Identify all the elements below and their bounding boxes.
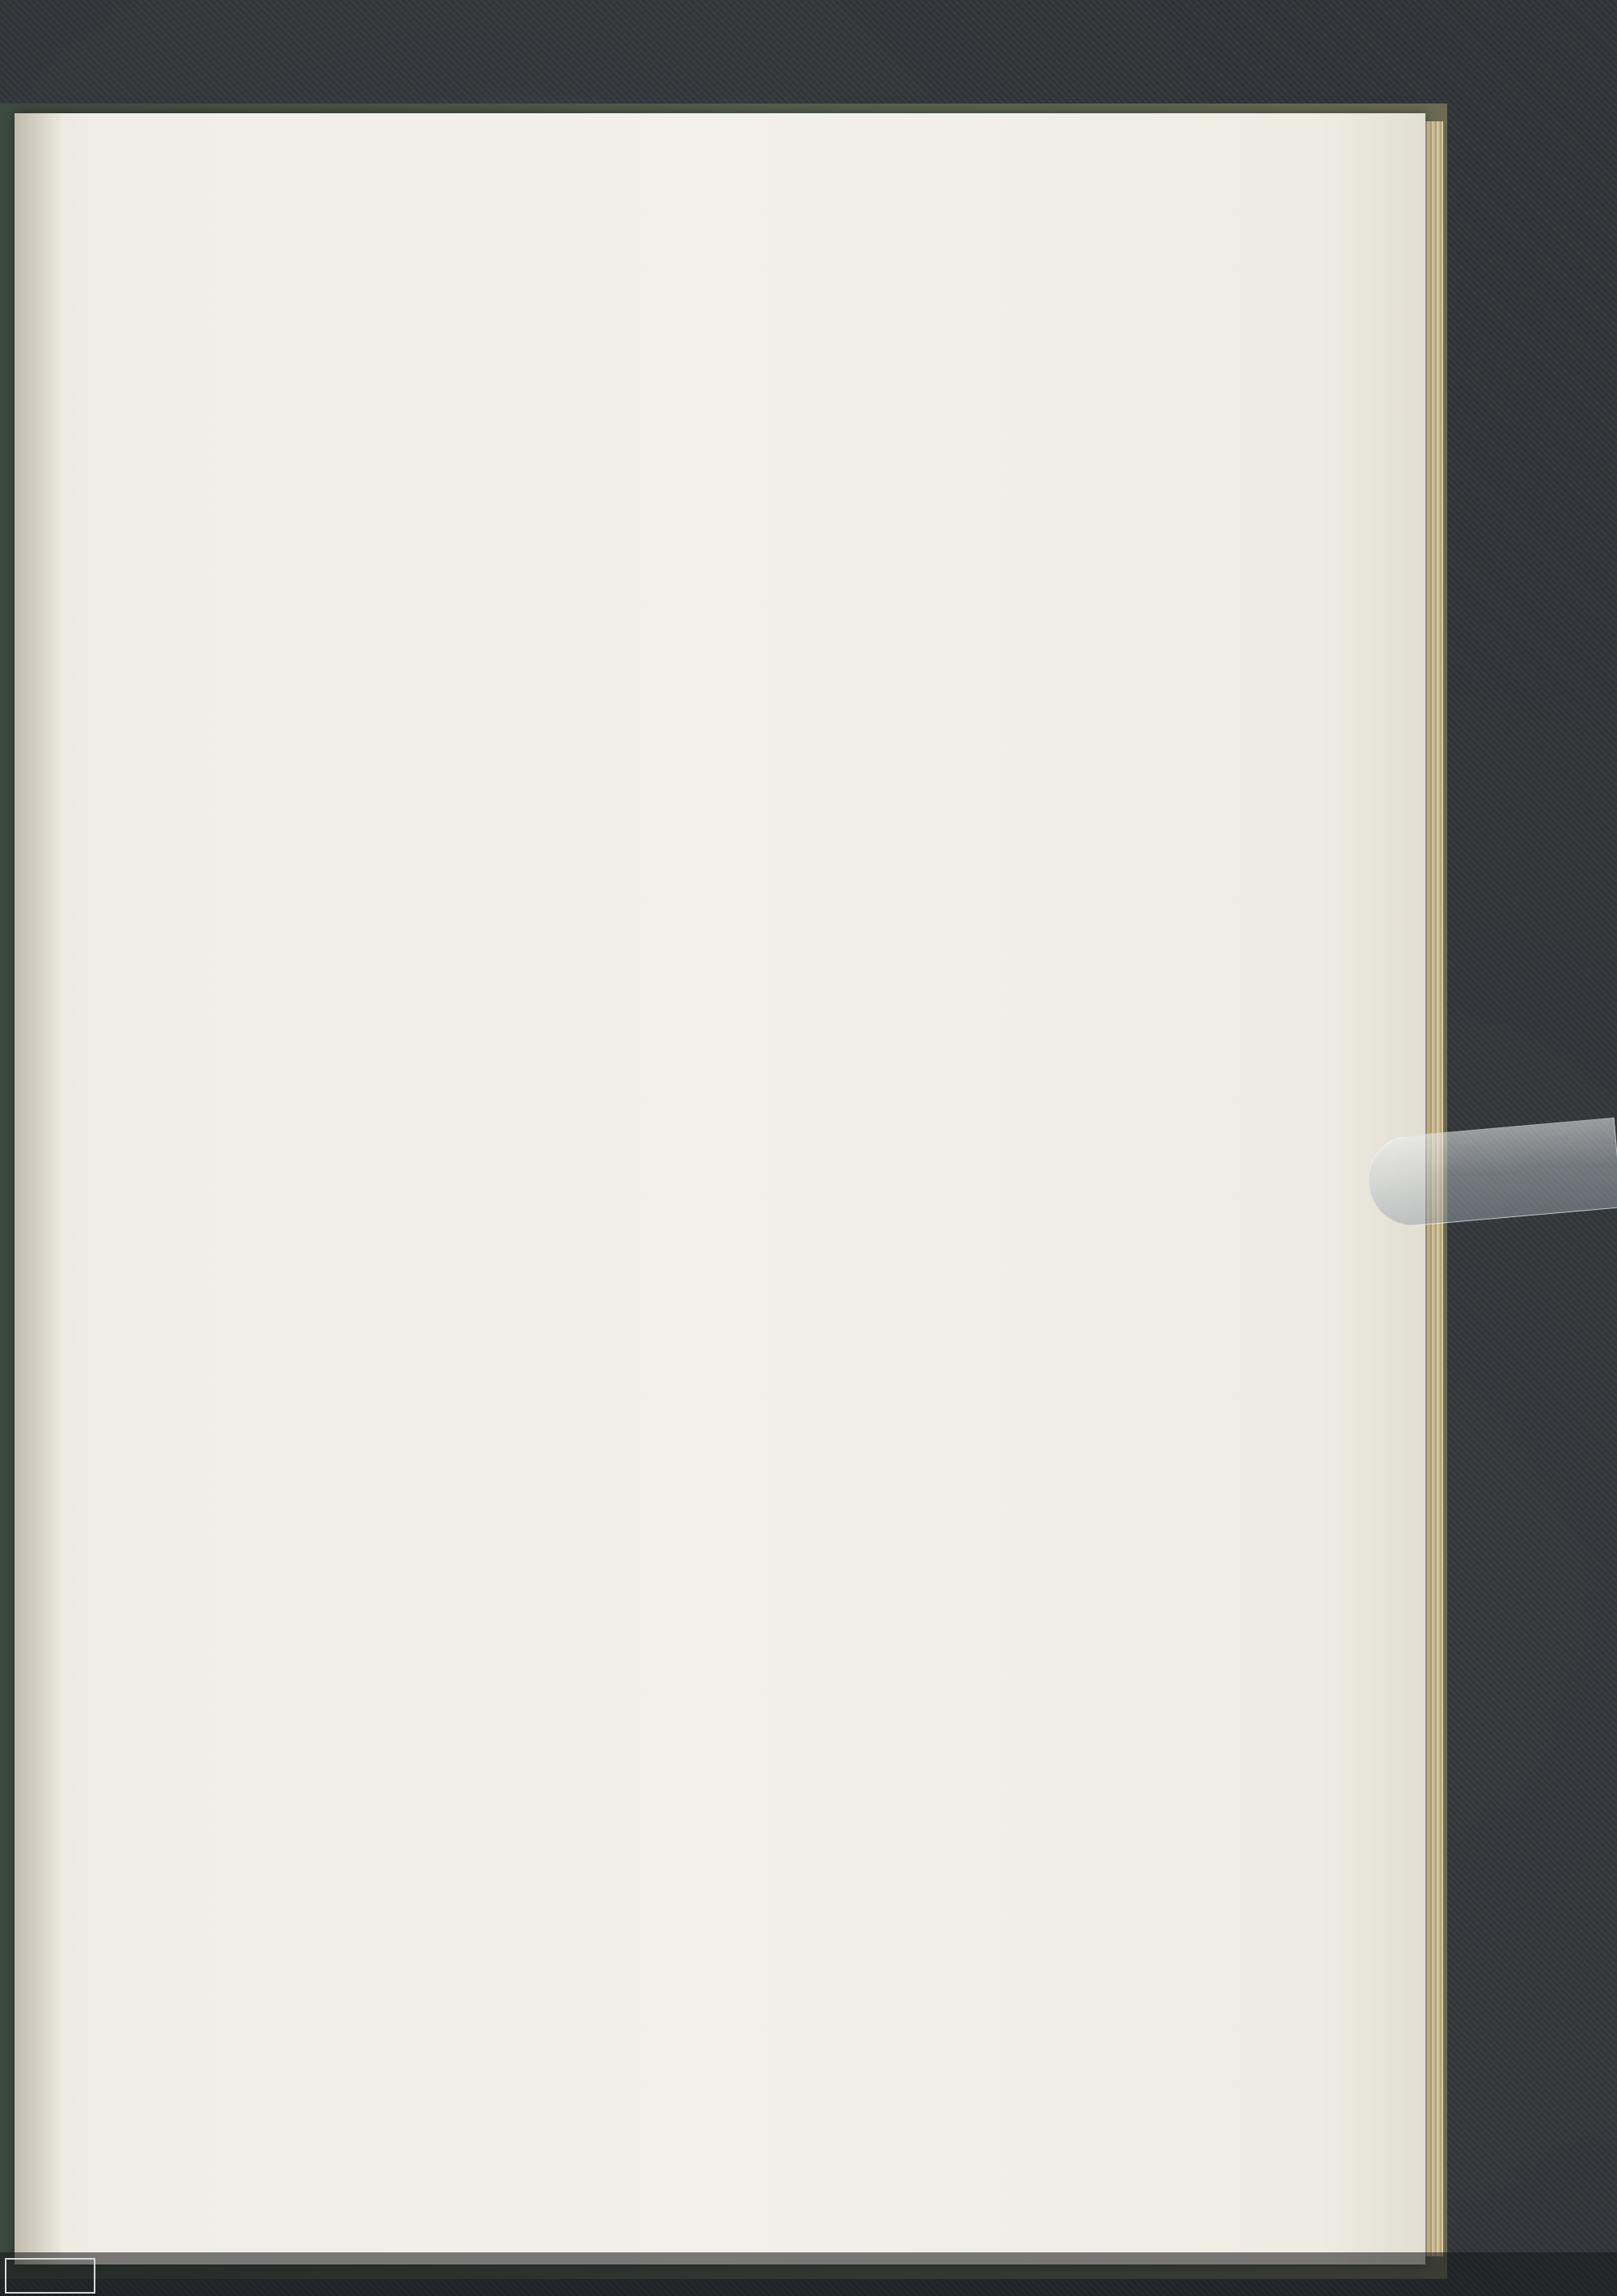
page-gutter-shadow [15, 113, 63, 2264]
book-page [15, 113, 1425, 2264]
library-logo [5, 2258, 95, 2294]
footer-bar [0, 2252, 1617, 2296]
